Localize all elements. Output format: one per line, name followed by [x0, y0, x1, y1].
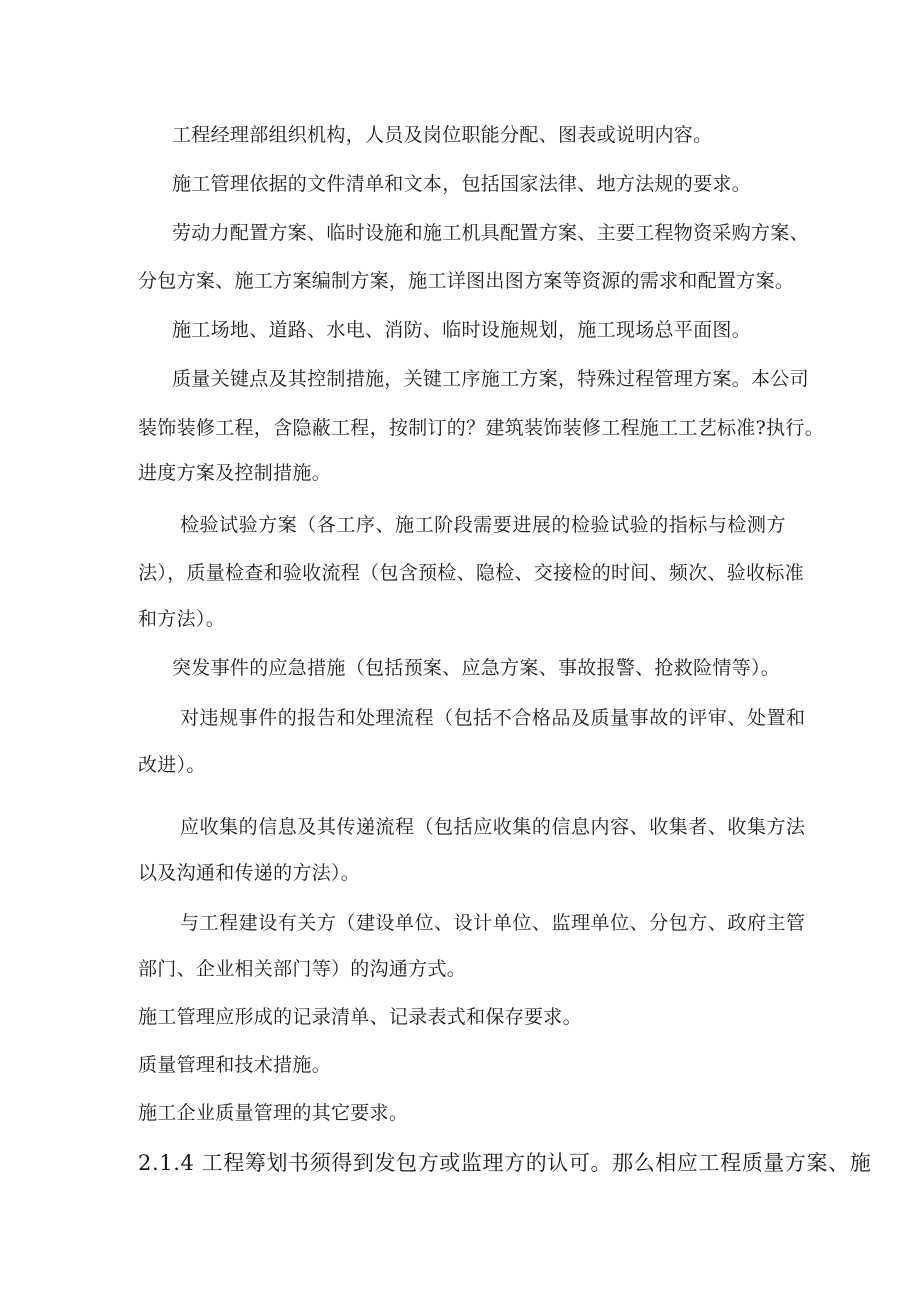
text-line-decoration-works: 装饰装修工程，含隐蔽工程，按制订的？建筑装饰装修工程施工工艺标准?执行。 — [138, 417, 824, 439]
text-line-labor-config: 劳动力配置方案、临时设施和施工机具配置方案、主要工程物资采购方案、 — [172, 222, 809, 244]
text-line-communication-methods: 以及沟通和传递的方法）。 — [138, 862, 361, 884]
text-line-quality-tech: 质量管理和技术措施。 — [138, 1054, 332, 1076]
text-line-improve: 改进）。 — [138, 754, 206, 776]
text-line-communication-way: 部门、企业相关部门等）的沟通方式。 — [138, 958, 467, 980]
text-line-information-flow: 应收集的信息及其传递流程（包括应收集的信息内容、收集者、收集方法 — [180, 816, 806, 838]
text-line-records: 施工管理应形成的记录清单、记录表式和保存要求。 — [138, 1006, 582, 1028]
text-line-subcontract-plan: 分包方案、施工方案编制方案，施工详图出图方案等资源的需求和配置方案。 — [138, 270, 795, 292]
text-line-inspection-flow: 法），质量检查和验收流程（包含预检、隐检、交接检的时间、频次、验收标准 — [138, 562, 805, 584]
text-line-violation-report: 对违规事件的报告和处理流程（包括不合格品及质量事故的评审、处置和 — [180, 707, 806, 729]
text-line-stakeholders: 与工程建设有关方（建设单位、设计单位、监理单位、分包方、政府主管 — [180, 912, 806, 934]
text-line-and-methods: 和方法）。 — [138, 608, 226, 630]
text-line-other-requirements: 施工企业质量管理的其它要求。 — [138, 1102, 409, 1124]
text-line-section-2-1-4: 2.1.4 工程筹划书须得到发包方或监理方的认可。那么相应工程质量方案、施 — [138, 1151, 872, 1175]
text-line-site-layout: 施工场地、道路、水电、消防、临时设施规划，施工现场总平面图。 — [172, 319, 752, 341]
text-line-inspection-plan: 检验试验方案（各工序、施工阶段需要进展的检验试验的指标与检测方 — [180, 514, 787, 536]
text-line-schedule-control: 进度方案及控制措施。 — [138, 462, 332, 484]
text-line-org-structure: 工程经理部组织机构，人员及岗位职能分配、图表或说明内容。 — [172, 124, 713, 146]
text-line-management-basis: 施工管理依据的文件清单和文本，包括国家法律、地方法规的要求。 — [172, 173, 752, 195]
text-line-emergency: 突发事件的应急措施（包括预案、应急方案、事故报警、抢救险情等）。 — [172, 657, 781, 679]
text-line-quality-key-points: 质量关键点及其控制措施，关键工序施工方案，特殊过程管理方案。本公司 — [172, 368, 809, 390]
